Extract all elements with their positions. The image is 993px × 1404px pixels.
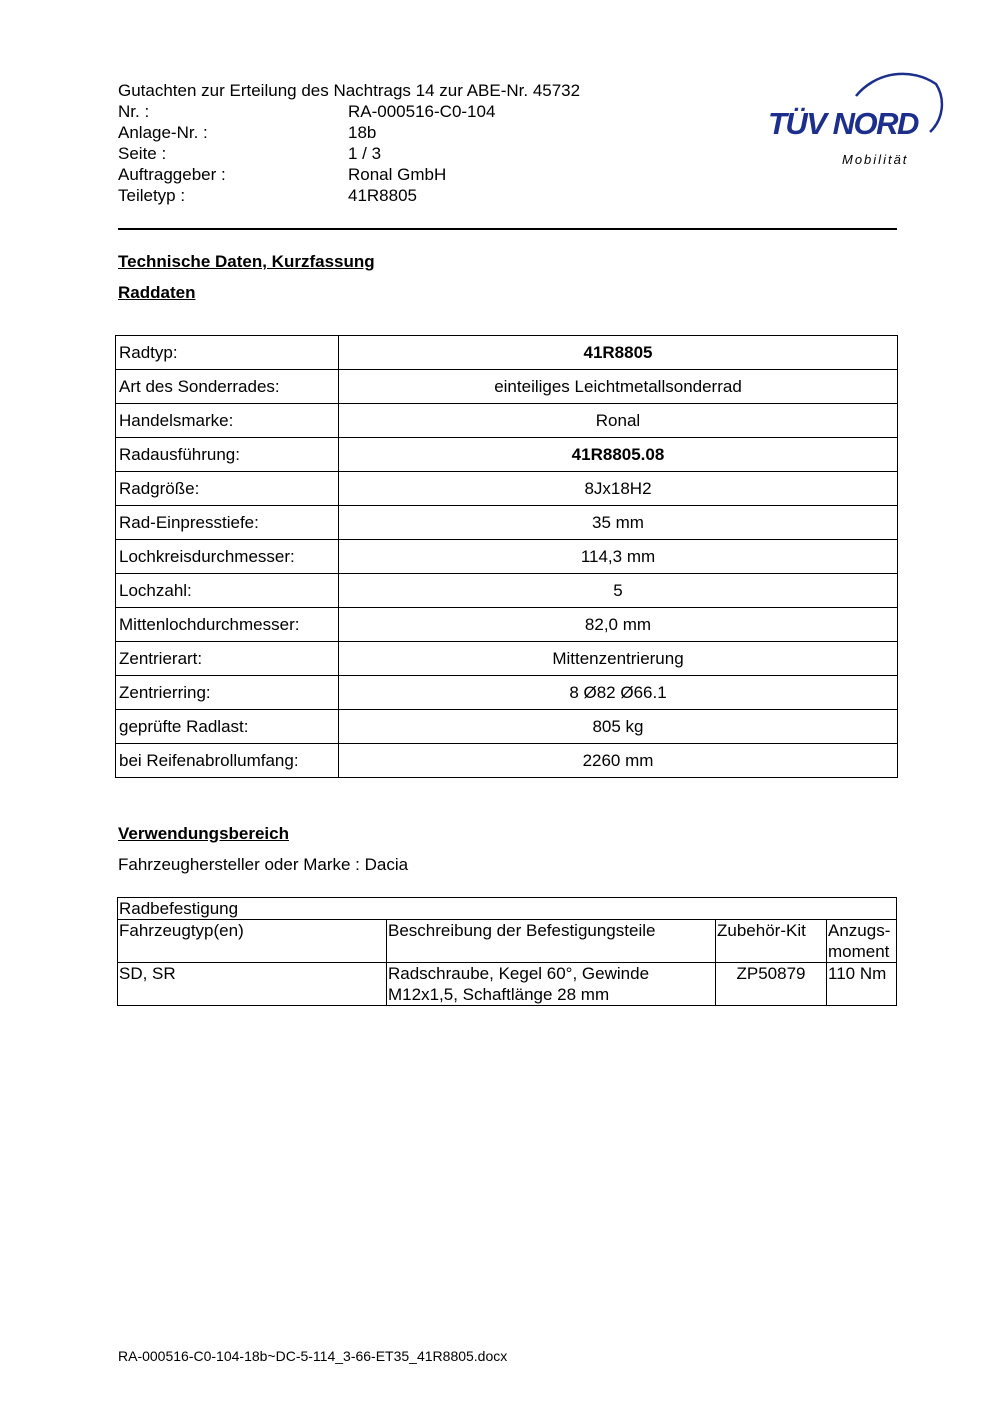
- header-label: Seite :: [118, 144, 167, 163]
- row-value: einteiliges Leichtmetallsonderrad: [339, 370, 898, 404]
- table-row: [116, 744, 898, 778]
- header-row-auftraggeber: [118, 164, 580, 185]
- header-value: RA-000516-C0-104: [348, 102, 496, 121]
- table-row: [116, 642, 898, 676]
- row-value: Mittenzentrierung: [339, 642, 898, 676]
- row-value: 41R8805: [339, 336, 898, 370]
- header-label: Nr. :: [118, 102, 150, 121]
- manufacturer-line: Fahrzeughersteller oder Marke : Dacia: [118, 855, 409, 874]
- header-value: Ronal GmbH: [348, 165, 447, 184]
- row-value: 8 Ø82 Ø66.1: [339, 676, 898, 710]
- row-value: 5: [339, 574, 898, 608]
- column-header: Zubehör-Kit: [716, 920, 827, 963]
- header-value: 18b: [348, 123, 377, 142]
- section-title-verwendung: Verwendungsbereich: [118, 824, 289, 843]
- row-label: Handelsmarke:: [116, 404, 339, 438]
- table-row: [116, 438, 898, 472]
- row-label: Mittenlochdurchmesser:: [116, 608, 339, 642]
- table-row: [116, 574, 898, 608]
- row-value: 35 mm: [339, 506, 898, 540]
- table-row: [116, 404, 898, 438]
- befestigung-table: [117, 897, 897, 1006]
- table-caption: Radbefestigung: [118, 898, 897, 920]
- table-caption-row: [118, 898, 897, 920]
- section-title-technical: Technische Daten, Kurzfassung: [118, 252, 375, 271]
- header-label: Auftraggeber :: [118, 165, 226, 184]
- header-row-seite: [118, 143, 580, 164]
- row-label: Art des Sonderrades:: [116, 370, 339, 404]
- row-label: Radtyp:: [116, 336, 339, 370]
- logo-brand: TÜV NORD: [768, 106, 918, 141]
- header-divider: [118, 228, 897, 230]
- header-title: Gutachten zur Erteilung des Nachtrags 14 zur ABE-Nr. 45732: [118, 81, 581, 100]
- row-label: Radgröße:: [116, 472, 339, 506]
- row-label: geprüfte Radlast:: [116, 710, 339, 744]
- table-cell: ZP50879: [716, 963, 827, 1006]
- row-value: 41R8805.08: [339, 438, 898, 472]
- table-row: [116, 676, 898, 710]
- raddaten-table: [115, 335, 898, 778]
- header-value: 1 / 3: [348, 144, 382, 163]
- row-value: 8Jx18H2: [339, 472, 898, 506]
- table-row: [116, 710, 898, 744]
- table-row: [116, 472, 898, 506]
- tuv-nord-logo: [764, 56, 944, 171]
- row-label: Rad-Einpresstiefe:: [116, 506, 339, 540]
- header-row-nr: [118, 101, 580, 122]
- footer-filename: RA-000516-C0-104-18b~DC-5-114_3-66-ET35_41R8805.docx: [118, 1348, 508, 1364]
- table-header-row: [118, 920, 897, 963]
- table-row: [116, 370, 898, 404]
- table-row: [116, 540, 898, 574]
- row-value: Ronal: [339, 404, 898, 438]
- row-value: 82,0 mm: [339, 608, 898, 642]
- header-label: Teiletyp :: [118, 186, 186, 205]
- row-value: 805 kg: [339, 710, 898, 744]
- table-row: [116, 608, 898, 642]
- table-cell: SD, SR: [118, 963, 387, 1006]
- header-label: Anlage-Nr. :: [118, 123, 208, 142]
- row-label: Lochkreisdurchmesser:: [116, 540, 339, 574]
- table-row: [118, 963, 897, 1006]
- header-row-teiletyp: [118, 185, 580, 206]
- row-label: Zentrierart:: [116, 642, 339, 676]
- table-row: [116, 506, 898, 540]
- column-header: Beschreibung der Befestigungsteile: [387, 920, 716, 963]
- row-label: Radausführung:: [116, 438, 339, 472]
- document-header: [118, 80, 580, 206]
- section-subtitle-raddaten: Raddaten: [118, 283, 196, 302]
- header-row-anlage: [118, 122, 580, 143]
- table-cell: 110 Nm: [827, 963, 897, 1006]
- header-value: 41R8805: [348, 186, 418, 205]
- column-header: Fahrzeugtyp(en): [118, 920, 387, 963]
- row-label: Zentrierring:: [116, 676, 339, 710]
- table-row: [116, 336, 898, 370]
- row-value: 2260 mm: [339, 744, 898, 778]
- row-label: bei Reifenabrollumfang:: [116, 744, 339, 778]
- row-label: Lochzahl:: [116, 574, 339, 608]
- column-header: Anzugs-moment: [827, 920, 897, 963]
- table-cell: Radschraube, Kegel 60°, Gewinde M12x1,5, Schaftlänge 28 mm: [387, 963, 716, 1006]
- row-value: 114,3 mm: [339, 540, 898, 574]
- logo-subtitle: Mobilität: [842, 152, 909, 167]
